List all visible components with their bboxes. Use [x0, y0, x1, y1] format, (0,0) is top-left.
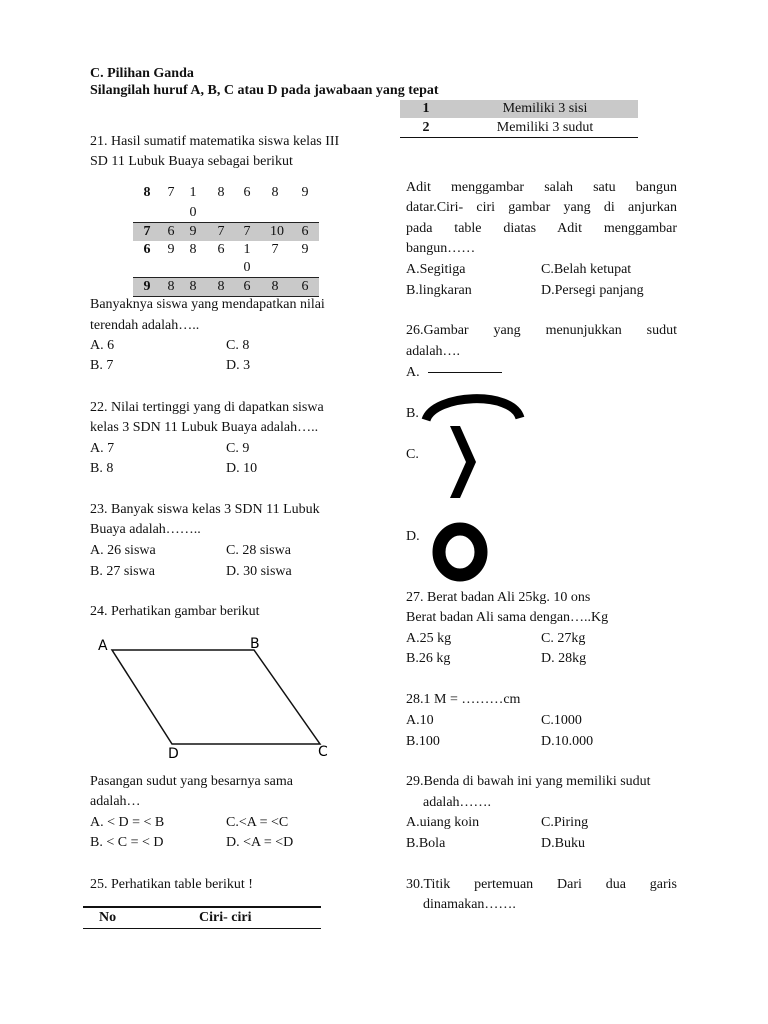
row-ciri: Memiliki 3 sisi — [502, 101, 588, 116]
option-a[interactable]: A. 6 — [90, 338, 115, 353]
q30-text: 30.Titik pertemuan Dari dua garis — [406, 877, 677, 892]
q26-text: 26.Gambar yang menunjukkan sudut — [406, 323, 677, 338]
q23-text: 23. Banyak siswa kelas 3 SDN 11 Lubuk — [90, 502, 320, 517]
score-row-1 — [133, 184, 319, 204]
ciri-table-row-1 — [400, 100, 638, 118]
score-cell: 6 — [301, 279, 309, 294]
q22-text: kelas 3 SDN 11 Lubuk Buaya adalah….. — [90, 420, 319, 435]
option-d[interactable]: D.Persegi panjang — [541, 283, 644, 298]
vertex-label-d: D — [168, 746, 179, 762]
arc-shape — [416, 386, 530, 424]
parallelogram-shape — [112, 650, 320, 744]
option-a[interactable]: A. < D = < B — [90, 815, 165, 830]
ciri-table-header — [83, 906, 321, 929]
option-d[interactable]: D. 3 — [226, 358, 251, 373]
score-cell-wrap: 0 — [189, 205, 197, 220]
option-a[interactable]: A.Segitiga — [406, 262, 466, 277]
q23-text: Buaya adalah…….. — [90, 522, 201, 537]
score-cell: 8 — [167, 279, 175, 294]
q24-question: Pasangan sudut yang besarnya sama — [90, 774, 293, 789]
section-title: C. Pilihan Ganda — [90, 66, 194, 81]
q25-paragraph: pada table diatas Adit menggambar — [406, 221, 677, 236]
q27-text: 27. Berat badan Ali 25kg. 10 ons — [406, 590, 591, 605]
score-cell: 6 — [243, 279, 251, 294]
vertex-label-a: A — [98, 638, 108, 654]
option-b[interactable]: B. 8 — [90, 461, 114, 476]
option-d[interactable]: D. — [406, 529, 420, 544]
score-row-3 — [133, 241, 319, 261]
option-a[interactable]: A.25 kg — [406, 631, 452, 646]
option-b[interactable]: B. — [406, 406, 419, 421]
q21-text: 21. Hasil sumatif matematika siswa kelas III — [90, 134, 340, 149]
score-cell: 8 — [271, 279, 279, 294]
q25-paragraph: datar.Ciri- ciri gambar yang di anjurkan — [406, 200, 677, 215]
q21-text: SD 11 Lubuk Buaya sebagai berikut — [90, 154, 293, 169]
option-b[interactable]: B. 7 — [90, 358, 114, 373]
score-cell: 8 — [189, 242, 197, 257]
score-cell: 6 — [167, 224, 175, 239]
option-c[interactable]: C. 8 — [226, 338, 250, 353]
option-b[interactable]: B.Bola — [406, 836, 446, 851]
option-d[interactable]: D.10.000 — [541, 734, 594, 749]
score-cell: 6 — [143, 242, 151, 257]
line-segment-shape — [428, 372, 502, 373]
option-d[interactable]: D. 28kg — [541, 651, 587, 666]
score-cell: 8 — [143, 185, 151, 200]
score-cell: 9 — [143, 279, 151, 294]
score-cell: 1 — [189, 185, 197, 200]
option-b[interactable]: B.26 kg — [406, 651, 451, 666]
score-cell: 9 — [301, 242, 309, 257]
score-cell: 8 — [217, 185, 225, 200]
score-cell: 7 — [271, 242, 279, 257]
option-b[interactable]: B. < C = < D — [90, 835, 164, 850]
score-cell: 9 — [301, 185, 309, 200]
q28-text: 28.1 M = ………cm — [406, 692, 521, 707]
option-c[interactable]: C.<A = <C — [226, 815, 289, 830]
option-c[interactable]: C. 9 — [226, 441, 250, 456]
q25-paragraph: Adit menggambar salah satu bangun — [406, 180, 677, 195]
option-c[interactable]: C. 28 siswa — [226, 543, 291, 558]
vertex-label-c: C — [318, 744, 328, 760]
angle-chevron-shape — [446, 424, 480, 500]
q26-text: adalah…. — [406, 344, 461, 359]
q22-text: 22. Nilai tertinggi yang di dapatkan siswa — [90, 400, 324, 415]
score-row-2 — [133, 222, 319, 241]
option-b[interactable]: B.lingkaran — [406, 283, 472, 298]
option-c[interactable]: C.Piring — [541, 815, 589, 830]
q24-question: adalah… — [90, 794, 141, 809]
option-d[interactable]: D. 30 siswa — [226, 564, 292, 579]
instruction: Silangilah huruf A, B, C atau D pada jawabaan yang tepat — [90, 83, 439, 98]
score-cell: 9 — [167, 242, 175, 257]
score-cell: 1 — [243, 242, 251, 257]
score-table — [133, 184, 319, 294]
option-a[interactable]: A.10 — [406, 713, 434, 728]
ciri-table-row-2 — [400, 119, 638, 138]
option-d[interactable]: D. <A = <D — [226, 835, 294, 850]
circle-ring-shape — [432, 522, 490, 582]
score-cell-wrap: 0 — [243, 260, 251, 275]
score-cell: 10 — [270, 224, 284, 239]
score-cell: 7 — [143, 224, 151, 239]
parallelogram-figure — [90, 630, 336, 770]
col-ciri: Ciri- ciri — [199, 910, 252, 925]
q24-text: 24. Perhatikan gambar berikut — [90, 604, 260, 619]
option-c[interactable]: C.1000 — [541, 713, 582, 728]
option-a[interactable]: A. 7 — [90, 441, 115, 456]
score-cell: 7 — [243, 224, 251, 239]
score-row-4 — [133, 277, 319, 297]
option-b[interactable]: B. 27 siswa — [90, 564, 155, 579]
option-b[interactable]: B.100 — [406, 734, 440, 749]
vertex-label-b: B — [250, 636, 260, 652]
q29-text: 29.Benda di bawah ini yang memiliki sudut — [406, 774, 651, 789]
option-c[interactable]: C. 27kg — [541, 631, 586, 646]
option-a[interactable]: A. — [406, 365, 420, 380]
option-d[interactable]: D.Buku — [541, 836, 585, 851]
score-cell: 7 — [167, 185, 175, 200]
row-number: 2 — [422, 120, 430, 135]
score-cell: 9 — [189, 224, 197, 239]
score-cell: 8 — [189, 279, 197, 294]
q21-question: terendah adalah….. — [90, 318, 200, 333]
q30-text: dinamakan……. — [423, 897, 516, 912]
option-a[interactable]: A. 26 siswa — [90, 543, 156, 558]
score-cell: 6 — [301, 224, 309, 239]
col-no: No — [99, 910, 117, 925]
score-cell: 8 — [217, 279, 225, 294]
option-c[interactable]: C. — [406, 447, 419, 462]
row-number: 1 — [422, 101, 430, 116]
option-a[interactable]: A.uiang koin — [406, 815, 480, 830]
score-cell: 6 — [217, 242, 225, 257]
q25-text: 25. Perhatikan table berikut ! — [90, 877, 253, 892]
row-ciri: Memiliki 3 sudut — [496, 120, 594, 135]
score-cell: 6 — [243, 185, 251, 200]
option-d[interactable]: D. 10 — [226, 461, 258, 476]
score-cell: 7 — [217, 224, 225, 239]
option-c[interactable]: C.Belah ketupat — [541, 262, 632, 277]
q27-text: Berat badan Ali sama dengan…..Kg — [406, 610, 609, 625]
q25-paragraph: bangun…… — [406, 241, 476, 256]
q21-question: Banyaknya siswa yang mendapatkan nilai — [90, 297, 325, 312]
q29-text: adalah……. — [423, 795, 492, 810]
score-cell: 8 — [271, 185, 279, 200]
